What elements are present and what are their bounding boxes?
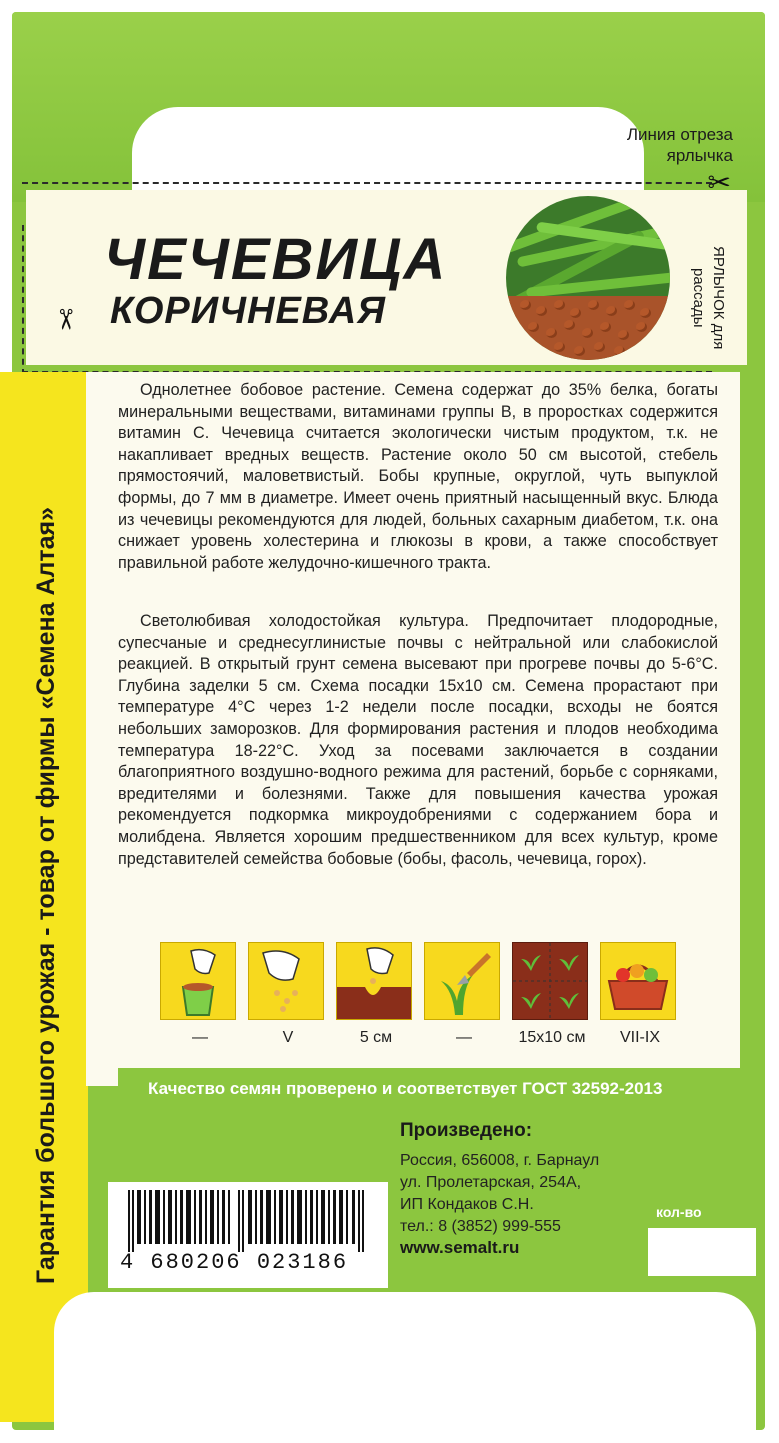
product-description: Однолетнее бобовое растение. Семена содержат до 35% белка, богаты минеральными веществами, витаминами группы В, в проростках содержится витамин С. Чечевица считается экологически чистым продуктом, т.к. не накапливает вредных веществ. Растение около 50 см высотой, стебель прямостоячий, маловетвистый. Бобы крупные, округлой, чуть выпуклой формы, до 7 мм в диаметре. Имеет очень приятный насыщенный вкус. Блюда из чечевицы рекомендуются для людей, больных сахарным диабетом, т.к. она снижает уровень холестерина и глюкозы в крови, а также способствует правильной работе желудочно-кишечного тракта. bbox=[118, 381, 718, 572]
step-caption: — bbox=[192, 1029, 208, 1046]
tag-purpose-label: ЯРЛЫЧОК для рассады bbox=[690, 246, 727, 350]
growing-instructions: Светолюбивая холодостойкая культура. Предпочитает плодородные, супесчаные и среднесуглинистые почвы с нейтральной или слабокислой реакцией. В открытый грунт семена высевают при прогреве почвы до 5-6°С. Глубина заделки 5 см. Схема посадки 15х10 см. Семена прорастают при температуре 4°С через 1-2 недели после посадки, всходы не боятся небольших заморозков. Для формирования растения и плодов необходима температура 18-22°С. Уход за посевами заключается в создании благоприятного воздушно-водного режима для растений, борьбе с сорняками, вредителями и болезнями. Также для повышения качества урожая рекомендуется подкормка микроудобрениями с содержанием бора и молибдена. Является хорошим предшественником для всех культур, кроме представителей семейства бобовые (бобы, фасоль, чечевица, горох). bbox=[118, 612, 718, 868]
packet-window bbox=[54, 1292, 756, 1442]
product-photo bbox=[506, 196, 670, 360]
cut-line-top bbox=[22, 182, 712, 184]
growing-steps bbox=[160, 942, 680, 1024]
producer-address: Россия, 656008, г. Барнаул bbox=[400, 1152, 600, 1169]
harvest-basket-icon bbox=[600, 942, 676, 1020]
quality-banner: Качество семян проверено и соответствует ГОСТ 32592-2013 bbox=[118, 1068, 758, 1110]
step-caption: VII-IX bbox=[619, 1029, 660, 1046]
barcode-number: 4 680206 023186 bbox=[120, 1250, 349, 1275]
guarantee-text: Гарантия большого урожая - товар от фирмы «Семена Алтая» bbox=[32, 506, 60, 1284]
product-variety: КОРИЧНЕВАЯ bbox=[110, 290, 386, 332]
planting-grid-icon bbox=[512, 942, 588, 1020]
depth-icon bbox=[336, 942, 412, 1020]
step-caption: 15х10 см bbox=[518, 1029, 586, 1046]
cut-line-left bbox=[22, 225, 24, 375]
producer-street: ул. Пролетарская, 254А, bbox=[400, 1174, 582, 1191]
producer-company: ИП Кондаков С.Н. bbox=[400, 1196, 534, 1213]
step-caption: — bbox=[456, 1029, 472, 1046]
product-title: ЧЕЧЕВИЦА bbox=[104, 227, 448, 292]
producer-website: www.semalt.ru bbox=[400, 1238, 520, 1257]
barcode-bars bbox=[128, 1190, 364, 1252]
step-caption: 5 см bbox=[359, 1029, 393, 1046]
producer-phone: тел.: 8 (3852) 999-555 bbox=[400, 1218, 561, 1235]
sowing-hand-icon bbox=[248, 942, 324, 1020]
scissors-icon: ✂ bbox=[50, 307, 82, 332]
step-caption: V bbox=[282, 1029, 294, 1046]
quantity-box bbox=[648, 1228, 756, 1276]
seedling-trowel-icon bbox=[424, 942, 500, 1020]
pot-seeding-icon bbox=[160, 942, 236, 1020]
quantity-label: кол-во bbox=[648, 1197, 756, 1227]
scissors-icon: ✂ bbox=[707, 167, 731, 198]
producer-heading: Произведено: bbox=[400, 1120, 533, 1141]
cut-line-label: Линия отреза ярлычка bbox=[626, 125, 733, 165]
producer-info bbox=[400, 1120, 640, 1258]
